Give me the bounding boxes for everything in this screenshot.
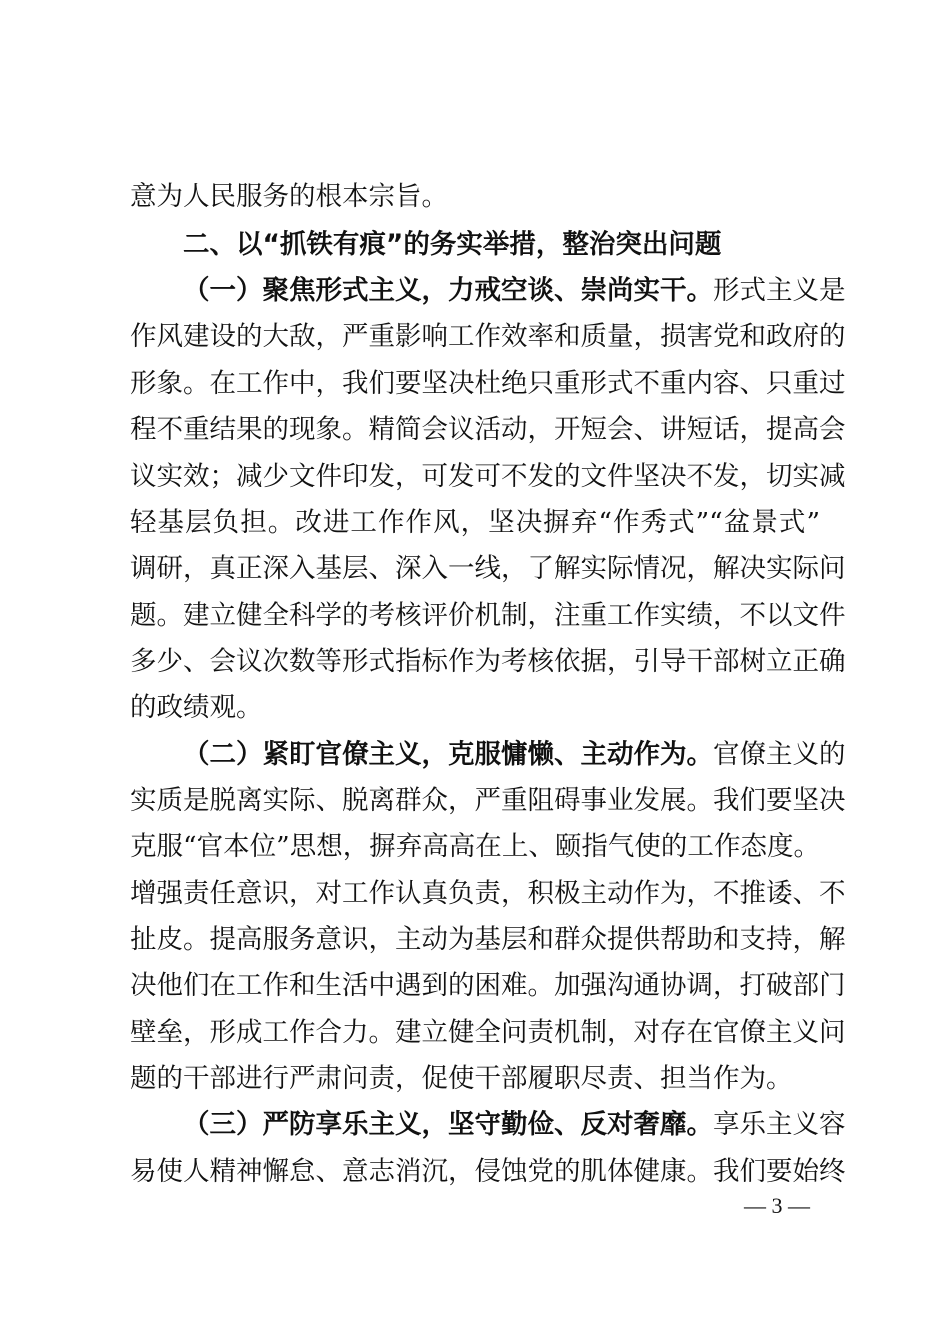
paragraph-line — [183, 275, 846, 307]
paragraph-line: 壁垒，形成工作合力。建立健全问责机制，对存在官僚主义问 — [130, 1017, 846, 1048]
paragraph-line: 议实效；减少文件印发，可发可不发的文件坚决不发，切实减 — [130, 461, 846, 492]
paragraph-line: 调研，真正深入基层、深入一线，了解实际情况，解决实际问 — [130, 553, 846, 584]
paragraph-line: 实质是脱离实际、脱离群众，严重阻碍事业发展。我们要坚决 — [130, 785, 846, 816]
paragraph-line: 作风建设的大敌，严重影响工作效率和质量，损害党和政府的 — [130, 321, 846, 352]
page-number: — 3 — — [744, 1193, 810, 1218]
paragraph-lead: （一）聚焦形式主义，力戒空谈、崇尚实干。 — [183, 275, 713, 306]
paragraph-line: 的政绩观。 — [130, 692, 263, 723]
paragraph-line: 易使人精神懈怠、意志消沉，侵蚀党的肌体健康。我们要始终 — [130, 1156, 846, 1187]
paragraph-line — [183, 1109, 846, 1141]
paragraph-text: 享乐主义容 — [713, 1109, 846, 1140]
paragraph-line: 多少、会议次数等形式指标作为考核依据，引导干部树立正确 — [130, 646, 846, 677]
paragraph-line: 形象。在工作中，我们要坚决杜绝只重形式不重内容、只重过 — [130, 368, 846, 399]
paragraph-line: 克服“官本位”思想，摒弃高高在上、颐指气使的工作态度。 — [130, 831, 820, 862]
section-heading: 二、以“抓铁有痕”的务实举措，整治突出问题 — [183, 229, 722, 260]
paragraph-line: 轻基层负担。改进工作作风，坚决摒弃“作秀式”“盆景式” — [130, 507, 820, 538]
paragraph-line — [183, 739, 846, 771]
paragraph-line: 增强责任意识，对工作认真负责，积极主动作为，不推诿、不 — [130, 878, 846, 909]
paragraph-lead: （三）严防享乐主义，坚守勤俭、反对奢靡。 — [183, 1109, 713, 1140]
paragraph-line: 决他们在工作和生活中遇到的困难。加强沟通协调，打破部门 — [130, 970, 846, 1001]
paragraph-line: 题。建立健全科学的考核评价机制，注重工作实绩，不以文件 — [130, 600, 846, 631]
paragraph-line: 程不重结果的现象。精简会议活动，开短会、讲短话，提高会 — [130, 414, 846, 445]
paragraph-text: 形式主义是 — [713, 275, 846, 306]
paragraph-lead: （二）紧盯官僚主义，克服慵懒、主动作为。 — [183, 739, 713, 770]
paragraph-line: 扯皮。提高服务意识，主动为基层和群众提供帮助和支持，解 — [130, 924, 846, 955]
paragraph-text: 官僚主义的 — [713, 739, 846, 770]
paragraph-line: 题的干部进行严肃问责，促使干部履职尽责、担当作为。 — [130, 1063, 793, 1094]
paragraph-line: 意为人民服务的根本宗旨。 — [130, 181, 448, 212]
